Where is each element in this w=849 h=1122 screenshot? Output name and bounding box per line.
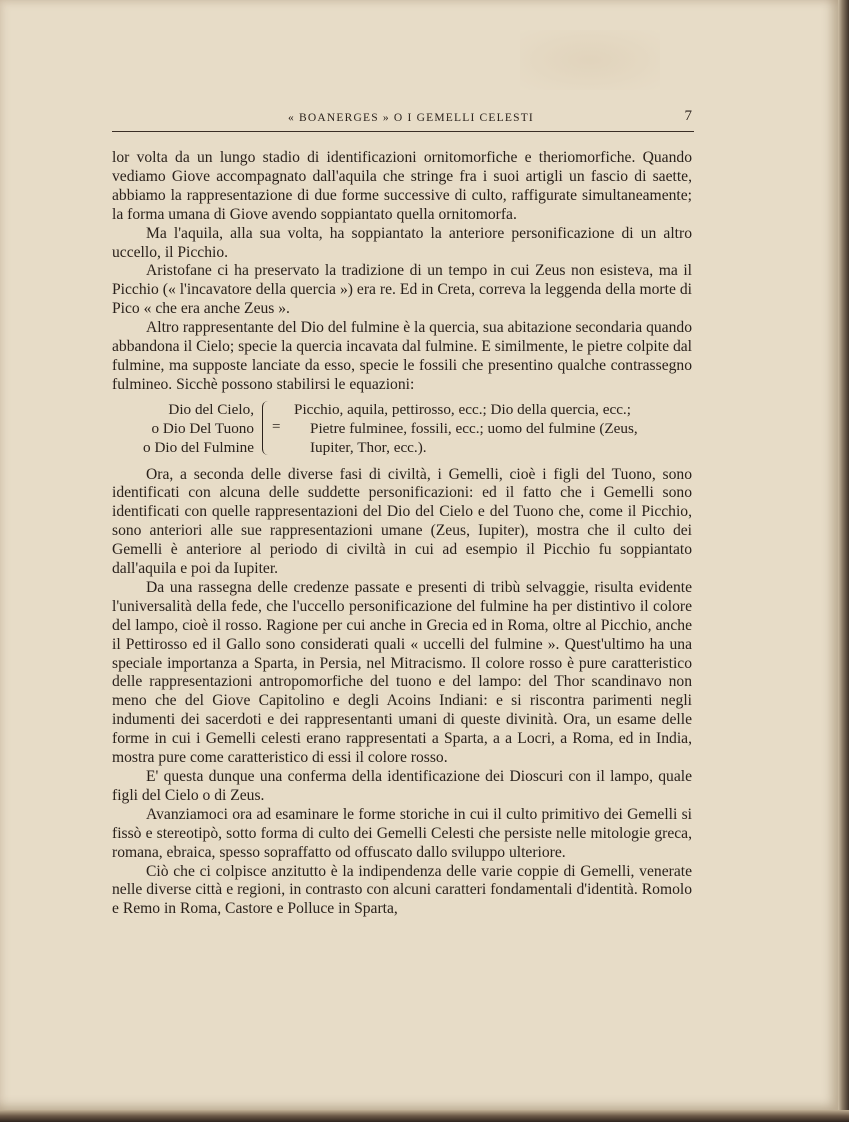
page-number: 7	[684, 108, 692, 124]
paragraph: Aristofane ci ha preservato la tradizione di un tempo in cui Zeus non esisteva, ma il Picchio (« l'incavatore della quercia ») era re. Ed in Creta, correva la leggenda della morte di Pico « che era anche Zeus ».	[112, 262, 692, 318]
equation-right-line: Iupiter, Thor, ecc.).	[310, 438, 427, 456]
paragraph: Avanziamoci ora ad esaminare le forme storiche in cui il culto primitivo dei Gemelli si fissò e stereotipò, sotto forma di culto dei Gemelli Celesti che persiste nelle mitologie greca, romana, ebraica, spesso sopraffatto od offuscato dallo sviluppo ulteriore.	[112, 805, 692, 861]
paragraph: lor volta da un lungo stadio di identificazioni ornitomorfiche e theriomorfiche. Quando vediamo Giove accompagnato dall'aquila che stringe fra i suoi artigli un fascio di saette, abbiamo la rappresentazione di due forme successive di culto, raffigurate simultaneamente; la forma umana di Giove avendo soppiantato quella ornitomorfa.	[112, 149, 692, 223]
equation-right-side	[294, 401, 692, 458]
equation-right-line: Picchio, aquila, pettirosso, ecc.; Dio della quercia, ecc.;	[294, 400, 631, 418]
header-rule	[112, 131, 694, 132]
paper-stain	[520, 30, 660, 90]
running-title: « BOANERGES » O I GEMELLI CELESTI	[288, 112, 534, 124]
equation-right-line: Pietre fulminee, fossili, ecc.; uomo del fulmine (Zeus,	[310, 419, 638, 437]
paragraph: E' questa dunque una conferma della identificazione dei Dioscuri con il lampo, quale figli del Cielo o di Zeus.	[112, 768, 692, 804]
paragraph: Ciò che ci colpisce anzitutto è la indipendenza delle varie coppie di Gemelli, venerate nelle diverse città e regioni, in contrasto con alcuni caratteri fondamentali d'identità. Romolo e Remo in Roma, Castore e Polluce in Sparta,	[112, 862, 692, 918]
equation-block	[112, 401, 692, 458]
brace-icon	[262, 401, 271, 455]
equation-brace	[256, 401, 294, 457]
equation-left-side	[112, 401, 256, 458]
paragraph: Ora, a seconda delle diverse fasi di civiltà, i Gemelli, cioè i figli del Tuono, sono identificati con alcuna delle suddette personificazioni: ed il fatto che i Gemelli sono identificati con quelle rappresentazioni del Dio del Cielo e del Tuono che, come il Picchio, sono anteriori alle sue rappresentazioni umane (Zeus, Iupiter), mostra che il culto dei Gemelli è anteriore al periodo di civiltà in cui ad esempio il Picchio fu soppiantato dall'aquila e poi da Iupiter.	[112, 465, 692, 578]
page-edge-right	[838, 0, 849, 1122]
paragraph: Da una rassegna delle credenze passate e presenti di tribù selvaggie, risulta evidente l'universalità della fede, che l'uccello personificazione del fulmine ha per distintivo il colore del lampo, cioè il rosso. Ragione per cui anche in Grecia ed in Roma, oltre al Picchio, anche il Pettirosso ed il Gallo sono considerati quali « uccelli del fulmine ». Quest'ultimo ha una speciale importanza a Sparta, in Persia, nel Mitracismo. Il colore rosso è pure caratteristico delle rappresentazioni antropomorfiche del tuono e del lampo: del Thor scandinavo non meno che del Giove Capitolino e degli Acoins Indiani: e si riscontra parimenti negli indumenti dei sacerdoti e dei rappresentanti umani di queste divinità. Ora, un esame delle forme in cui i Gemelli celesti erano rappresentati a Sparta, a a Locri, a Roma, ed in India, mostra pure come caratteristico di essi il colore rosso.	[112, 578, 692, 767]
paragraph: Ma l'aquila, alla sua volta, ha soppiantato la anteriore personificazione di un altro uccello, il Picchio.	[112, 224, 692, 261]
body-text	[112, 149, 692, 919]
equals-sign: =	[272, 419, 281, 436]
equation-left-line: Dio del Cielo,	[168, 400, 254, 418]
equation-left-line: o Dio del Fulmine	[143, 438, 254, 456]
equation-left-line: o Dio Del Tuono	[151, 419, 254, 437]
paragraph: Altro rappresentante del Dio del fulmine è la quercia, sua abitazione secondaria quando abbandona il Cielo; specie la quercia incavata dal fulmine. E similmente, le pietre colpite dal fulmine, ma supposte lanciate da esso, specie le fossili che presentino qualche contrassegno fulmineo. Sicchè possono stabilirsi le equazioni:	[112, 319, 692, 393]
page-edge-bottom	[0, 1110, 849, 1122]
page-header	[112, 108, 692, 130]
